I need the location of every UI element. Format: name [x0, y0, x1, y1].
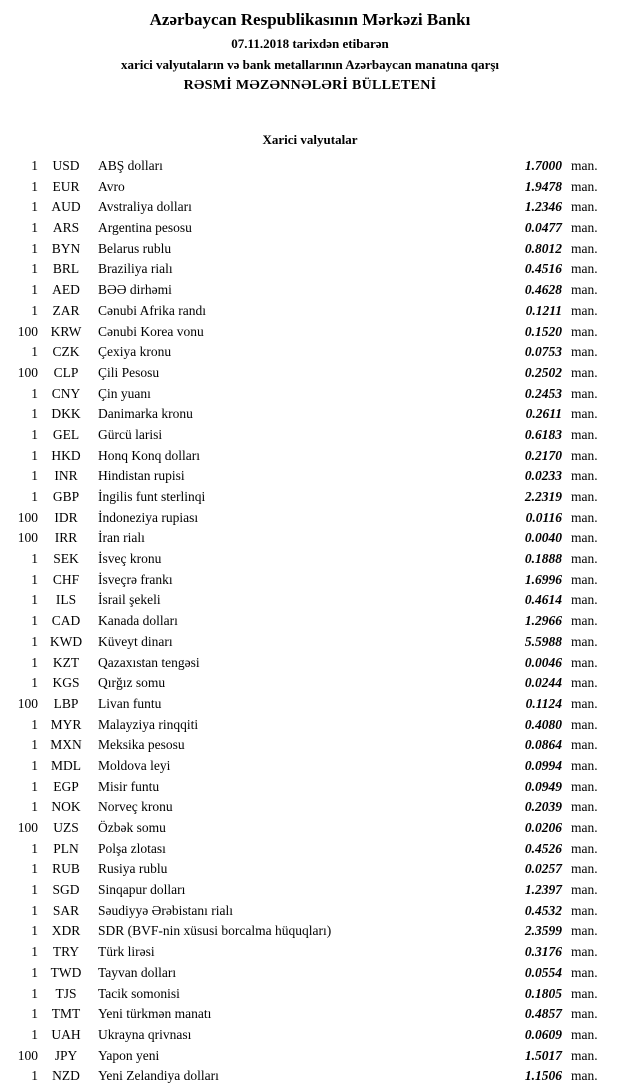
currency-name: Ukrayna qrivnası — [98, 1026, 192, 1042]
currency-name: Yeni türkmən manatı — [98, 1006, 212, 1022]
unit-label: man. — [571, 158, 598, 173]
rate-row — [0, 301, 620, 322]
currency-code: ARS — [52, 220, 80, 236]
rate-value: 0.1211 — [525, 302, 562, 318]
currency-name: Malayziya rinqqiti — [98, 716, 199, 732]
rate-row — [0, 632, 620, 653]
rate-value: 5.5988 — [524, 633, 562, 649]
unit-label: man. — [571, 426, 598, 442]
rate-row — [0, 818, 620, 839]
currency-name: Moldova leyi — [98, 757, 171, 773]
currency-code: KZT — [52, 654, 80, 670]
rate-row — [0, 218, 620, 239]
currency-quantity: 1 — [31, 406, 38, 422]
currency-quantity: 1 — [31, 654, 38, 670]
unit-label: man. — [571, 571, 598, 587]
unit-label: man. — [571, 964, 598, 980]
rate-value: 1.2966 — [524, 613, 562, 629]
unit-label: man. — [571, 654, 598, 670]
currency-code: PLN — [53, 840, 79, 856]
currency-name: İsveçrə frankı — [98, 571, 173, 587]
rate-row — [0, 859, 620, 880]
unit-label: man. — [571, 840, 598, 856]
rate-value: 0.0609 — [524, 1026, 562, 1042]
currency-quantity: 1 — [31, 840, 38, 856]
currency-code: KWD — [49, 633, 83, 649]
rate-row — [0, 735, 620, 756]
unit-label: man. — [571, 923, 598, 939]
rate-value: 0.2170 — [524, 447, 562, 463]
rate-value: 1.6996 — [524, 571, 562, 587]
currency-code: MXN — [50, 737, 82, 753]
currency-quantity: 1 — [31, 964, 38, 980]
currency-code: EUR — [52, 178, 80, 194]
rate-value: 0.0477 — [524, 220, 562, 236]
rate-row — [0, 508, 620, 529]
unit-label: man. — [571, 944, 598, 960]
bank-title: Azərbaycan Respublikasının Mərkəzi Bankı — [149, 10, 471, 29]
rate-value: 1.7000 — [524, 158, 562, 173]
bulletin-header — [0, 10, 620, 94]
unit-label: man. — [571, 902, 598, 918]
rate-row — [0, 756, 620, 777]
currency-name: Küveyt dinarı — [98, 633, 173, 649]
currency-quantity: 1 — [31, 551, 38, 567]
currency-quantity: 1 — [31, 282, 38, 298]
currency-code: TRY — [52, 944, 80, 960]
subtitle-line: xarici valyutaların və bank metallarının Azərbaycan manatına qarşı — [120, 57, 500, 72]
currency-code: CAD — [51, 613, 81, 629]
unit-label: man. — [571, 468, 598, 484]
currency-code: BRL — [52, 261, 80, 277]
currency-name: Yeni Zelandiya dolları — [98, 1068, 219, 1084]
rate-row — [0, 363, 620, 384]
rate-value: 0.4614 — [524, 592, 562, 608]
currency-name: İsrail şekeli — [98, 592, 161, 608]
currency-code: AUD — [51, 199, 81, 215]
currency-code: USD — [52, 158, 80, 173]
currency-name: Danimarka kronu — [98, 406, 193, 422]
unit-label: man. — [571, 1026, 598, 1042]
currency-name: Kanada dolları — [98, 613, 178, 629]
rate-value: 0.0244 — [524, 675, 562, 691]
rate-value: 0.4628 — [524, 282, 562, 298]
effective-date-line: 07.11.2018 tarixdən etibarən — [231, 36, 389, 51]
currency-name: Braziliya rialı — [98, 261, 173, 277]
currency-quantity: 1 — [31, 220, 38, 236]
currency-quantity: 1 — [31, 158, 38, 173]
currency-name: Rusiya rublu — [98, 861, 168, 877]
rate-value: 0.2611 — [525, 406, 562, 422]
currency-name: İngilis funt sterlinqi — [98, 489, 206, 504]
currency-name: Yapon yeni — [98, 1047, 160, 1063]
currency-code: UZS — [53, 820, 79, 835]
currency-code: JPY — [54, 1047, 78, 1063]
currency-quantity: 1 — [31, 571, 38, 587]
unit-label: man. — [571, 178, 598, 194]
unit-label: man. — [571, 695, 598, 711]
rate-value: 0.1805 — [524, 985, 562, 1001]
currency-name: Sinqapur dolları — [98, 882, 186, 898]
currency-name: BƏƏ dirhəmi — [98, 282, 172, 298]
currency-name: Avro — [98, 178, 125, 194]
rate-row — [0, 901, 620, 922]
rate-row — [0, 984, 620, 1005]
rate-value: 0.0864 — [524, 737, 562, 753]
currency-name: İsveç kronu — [98, 551, 162, 567]
rate-row — [0, 177, 620, 198]
rate-row — [0, 487, 620, 508]
currency-name: İran rialı — [98, 530, 145, 546]
rate-row — [0, 466, 620, 487]
bulletin-title: RƏSMİ MƏZƏNNƏLƏRİ BÜLLETENİ — [183, 78, 437, 93]
currency-quantity: 1 — [31, 613, 38, 629]
currency-quantity: 1 — [31, 1068, 38, 1084]
rate-row — [0, 880, 620, 901]
rate-row — [0, 942, 620, 963]
unit-label: man. — [571, 530, 598, 546]
rate-row — [0, 322, 620, 343]
rate-value: 1.5017 — [524, 1047, 562, 1063]
rate-value: 0.6183 — [524, 426, 562, 442]
rate-value: 0.4080 — [524, 716, 562, 732]
unit-label: man. — [571, 240, 598, 256]
unit-label: man. — [571, 385, 598, 401]
rate-row — [0, 156, 620, 177]
currency-name: Meksika pesosu — [98, 737, 185, 753]
currency-code: LBP — [53, 695, 79, 711]
unit-label: man. — [571, 820, 598, 835]
currency-name: Qazaxıstan tengəsi — [98, 654, 200, 670]
rate-row — [0, 653, 620, 674]
unit-label: man. — [571, 447, 598, 463]
currency-quantity: 1 — [31, 882, 38, 898]
unit-label: man. — [571, 489, 598, 504]
unit-label: man. — [571, 323, 598, 339]
rate-row — [0, 446, 620, 467]
currency-name: Argentina pesosu — [98, 220, 192, 236]
currency-code: GEL — [52, 426, 80, 442]
unit-label: man. — [571, 220, 598, 236]
currency-quantity: 1 — [31, 985, 38, 1001]
currency-name: Belarus rublu — [98, 240, 172, 256]
rate-row — [0, 777, 620, 798]
unit-label: man. — [571, 199, 598, 215]
currency-code: TMT — [51, 1006, 81, 1022]
unit-label: man. — [571, 861, 598, 877]
rate-row — [0, 280, 620, 301]
rate-value: 0.0040 — [524, 530, 562, 546]
currency-code: CLP — [53, 364, 79, 380]
currency-code: CHF — [52, 571, 80, 587]
currency-quantity: 1 — [31, 944, 38, 960]
currency-quantity: 100 — [17, 364, 38, 380]
currency-quantity: 1 — [31, 902, 38, 918]
unit-label: man. — [571, 882, 598, 898]
unit-label: man. — [571, 675, 598, 691]
currency-quantity: 1 — [31, 178, 38, 194]
unit-label: man. — [571, 1006, 598, 1022]
currency-name: Çili Pesosu — [98, 364, 160, 380]
rate-row — [0, 570, 620, 591]
unit-label: man. — [571, 509, 598, 525]
currency-quantity: 1 — [31, 861, 38, 877]
currency-name: Tacik somonisi — [98, 985, 180, 1001]
currency-quantity: 1 — [31, 778, 38, 794]
unit-label: man. — [571, 364, 598, 380]
currency-quantity: 1 — [31, 675, 38, 691]
rate-value: 0.4516 — [524, 261, 562, 277]
currency-quantity: 100 — [17, 323, 38, 339]
currency-code: MDL — [51, 757, 81, 773]
currency-quantity: 1 — [31, 447, 38, 463]
currency-name: Səudiyyə Ərəbistanı rialı — [98, 902, 233, 918]
rate-row — [0, 549, 620, 570]
currency-quantity: 1 — [31, 923, 38, 939]
rates-table — [0, 156, 620, 1087]
currency-quantity: 1 — [31, 1006, 38, 1022]
unit-label: man. — [571, 592, 598, 608]
currency-code: RUB — [52, 861, 80, 877]
currency-quantity: 100 — [17, 1047, 38, 1063]
currency-code: EGP — [53, 778, 79, 794]
rate-value: 1.2397 — [524, 882, 562, 898]
rate-value: 0.0554 — [524, 964, 562, 980]
currency-code: SAR — [52, 902, 80, 918]
currency-name: Livan funtu — [98, 695, 162, 711]
currency-code: TJS — [55, 985, 77, 1001]
rate-row — [0, 921, 620, 942]
rate-value: 0.8012 — [524, 240, 562, 256]
currency-code: SEK — [53, 551, 79, 567]
rate-value: 1.1506 — [524, 1068, 562, 1084]
currency-quantity: 1 — [31, 468, 38, 484]
currency-code: BYN — [51, 240, 81, 256]
currency-quantity: 100 — [17, 509, 38, 525]
unit-label: man. — [571, 261, 598, 277]
unit-label: man. — [571, 757, 598, 773]
unit-label: man. — [571, 282, 598, 298]
currency-code: GBP — [52, 489, 80, 504]
currency-name: Hindistan rupisi — [98, 468, 185, 484]
unit-label: man. — [571, 778, 598, 794]
currency-code: NOK — [51, 799, 81, 815]
currency-code: NZD — [52, 1068, 80, 1084]
rate-value: 0.0994 — [524, 757, 562, 773]
rate-row — [0, 528, 620, 549]
currency-quantity: 1 — [31, 199, 38, 215]
rate-row — [0, 197, 620, 218]
currency-quantity: 1 — [31, 240, 38, 256]
unit-label: man. — [571, 716, 598, 732]
currency-name: Misir funtu — [98, 778, 160, 794]
currency-quantity: 100 — [17, 695, 38, 711]
currency-code: HKD — [51, 447, 81, 463]
currency-quantity: 1 — [31, 344, 38, 360]
currency-code: TWD — [50, 964, 82, 980]
rate-value: 0.0257 — [524, 861, 562, 877]
currency-quantity: 1 — [31, 799, 38, 815]
rate-row — [0, 404, 620, 425]
rate-row — [0, 1046, 620, 1067]
currency-name: SDR (BVF-nin xüsusi borcalma hüquqları) — [98, 923, 332, 939]
rate-row — [0, 1025, 620, 1046]
rate-value: 0.2453 — [524, 385, 562, 401]
currency-code: MYR — [50, 716, 82, 732]
unit-label: man. — [571, 302, 598, 318]
currency-quantity: 1 — [31, 592, 38, 608]
currency-quantity: 1 — [31, 757, 38, 773]
currency-quantity: 1 — [31, 737, 38, 753]
rate-value: 0.2502 — [524, 364, 562, 380]
rate-row — [0, 797, 620, 818]
currency-name: Qırğız somu — [98, 675, 166, 691]
rate-row — [0, 239, 620, 260]
rate-value: 0.1124 — [525, 695, 562, 711]
unit-label: man. — [571, 613, 598, 629]
currency-code: KRW — [50, 323, 82, 339]
currency-name: Polşa zlotası — [98, 840, 166, 856]
rate-row — [0, 715, 620, 736]
rate-value: 0.4532 — [524, 902, 562, 918]
rate-row — [0, 590, 620, 611]
rate-row — [0, 259, 620, 280]
currency-name: Çexiya kronu — [98, 344, 172, 360]
unit-label: man. — [571, 344, 598, 360]
rate-row — [0, 694, 620, 715]
rate-value: 2.2319 — [524, 489, 562, 504]
currency-code: SGD — [52, 882, 80, 898]
currency-quantity: 1 — [31, 716, 38, 732]
currency-code: ZAR — [52, 302, 80, 318]
rate-value: 0.4857 — [524, 1006, 562, 1022]
unit-label: man. — [571, 1047, 598, 1063]
currency-code: CZK — [52, 344, 80, 360]
currency-name: Norveç kronu — [98, 799, 173, 815]
currency-code: INR — [54, 468, 78, 484]
currency-name: Tayvan dolları — [98, 964, 177, 980]
rate-row — [0, 1066, 620, 1087]
rate-row — [0, 839, 620, 860]
rate-row — [0, 611, 620, 632]
unit-label: man. — [571, 406, 598, 422]
rate-value: 2.3599 — [524, 923, 562, 939]
currency-code: IRR — [54, 530, 78, 546]
currency-name: Cənubi Afrika randı — [98, 302, 206, 318]
currency-code: AED — [52, 282, 80, 298]
currency-quantity: 100 — [17, 530, 38, 546]
rate-row — [0, 425, 620, 446]
unit-label: man. — [571, 799, 598, 815]
unit-label: man. — [571, 985, 598, 1001]
unit-label: man. — [571, 633, 598, 649]
currency-quantity: 100 — [17, 820, 38, 835]
currency-quantity: 1 — [31, 302, 38, 318]
currency-name: Cənubi Korea vonu — [98, 323, 204, 339]
rate-row — [0, 342, 620, 363]
rate-value: 0.0233 — [524, 468, 562, 484]
rate-value: 0.2039 — [524, 799, 562, 815]
rate-value: 0.0206 — [524, 820, 562, 835]
currency-name: İndoneziya rupiası — [98, 509, 199, 525]
currency-name: Özbək somu — [98, 820, 166, 835]
currency-name: Türk lirəsi — [98, 944, 155, 960]
rate-row — [0, 384, 620, 405]
rate-value: 0.1888 — [524, 551, 562, 567]
currency-code: CNY — [51, 385, 81, 401]
currency-code: ILS — [55, 592, 77, 608]
section-title-foreign-currencies: Xarici valyutalar — [262, 132, 358, 147]
rate-row — [0, 1004, 620, 1025]
unit-label: man. — [571, 551, 598, 567]
rate-value: 0.1520 — [524, 323, 562, 339]
currency-code: XDR — [51, 923, 81, 939]
unit-label: man. — [571, 737, 598, 753]
currency-quantity: 1 — [31, 261, 38, 277]
rate-value: 1.2346 — [524, 199, 562, 215]
currency-name: Çin yuanı — [98, 385, 151, 401]
rate-value: 1.9478 — [524, 178, 562, 194]
rate-row — [0, 963, 620, 984]
rate-value: 0.0753 — [524, 344, 562, 360]
currency-code: DKK — [51, 406, 81, 422]
currency-name: Honq Konq dolları — [98, 447, 200, 463]
currency-code: KGS — [52, 675, 80, 691]
currency-name: ABŞ dolları — [98, 158, 163, 173]
currency-name: Avstraliya dolları — [98, 199, 192, 215]
rate-row — [0, 673, 620, 694]
currency-code: IDR — [54, 509, 78, 525]
currency-code: UAH — [51, 1026, 81, 1042]
rate-value: 0.4526 — [524, 840, 562, 856]
currency-quantity: 1 — [31, 385, 38, 401]
rate-value: 0.3176 — [524, 944, 562, 960]
currency-quantity: 1 — [31, 489, 38, 504]
rate-value: 0.0949 — [524, 778, 562, 794]
rate-value: 0.0116 — [525, 509, 562, 525]
currency-quantity: 1 — [31, 633, 38, 649]
currency-name: Gürcü larisi — [98, 426, 163, 442]
currency-quantity: 1 — [31, 1026, 38, 1042]
currency-quantity: 1 — [31, 426, 38, 442]
rate-value: 0.0046 — [524, 654, 562, 670]
unit-label: man. — [571, 1068, 598, 1084]
